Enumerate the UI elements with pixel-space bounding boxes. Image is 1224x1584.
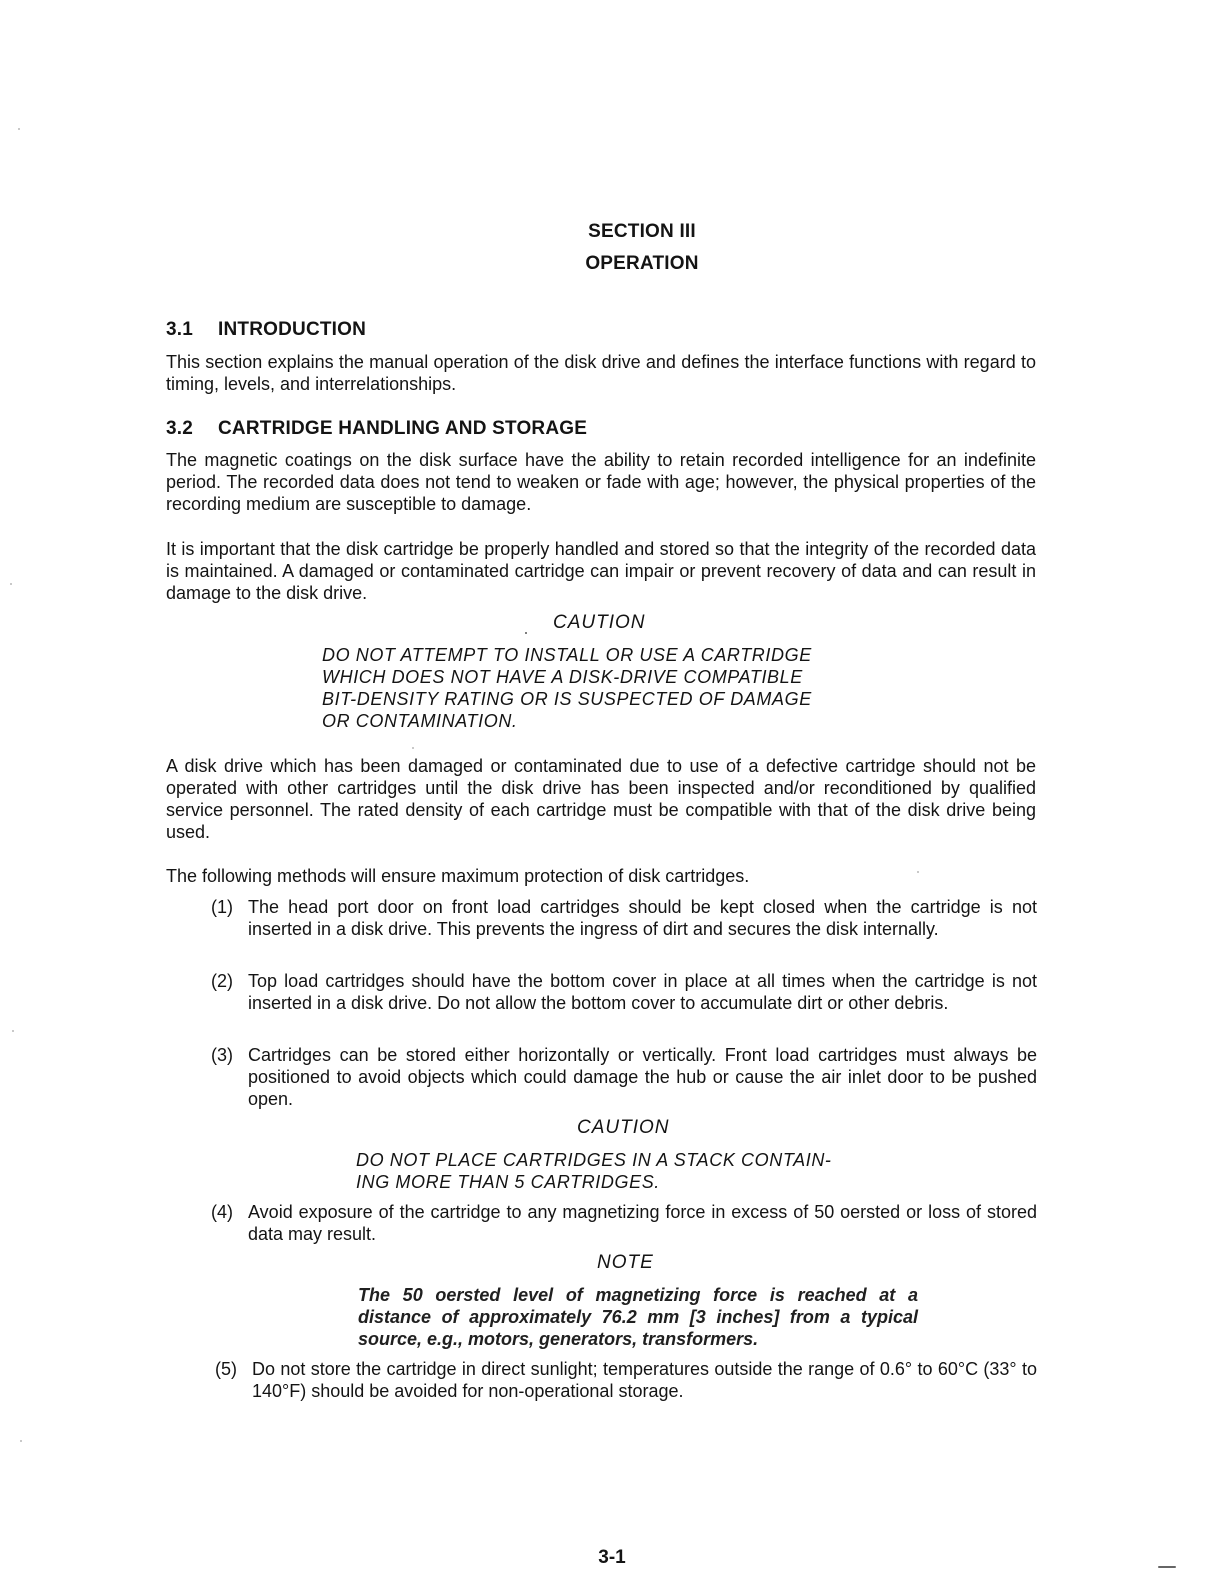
heading-cartridge-handling bbox=[166, 418, 587, 440]
caution-line: DO NOT ATTEMPT TO INSTALL OR USE A CARTRIDGE bbox=[322, 645, 812, 665]
caution-line: BIT-DENSITY RATING OR IS SUSPECTED OF DAMAGE bbox=[322, 689, 812, 709]
scan-speck bbox=[20, 1440, 22, 1442]
scan-speck bbox=[525, 632, 527, 634]
scan-speck bbox=[18, 128, 20, 130]
heading-number: 3.2 bbox=[166, 418, 194, 439]
list-marker: (3) bbox=[211, 1045, 233, 1065]
caution-text bbox=[356, 1149, 956, 1193]
list-item-text: Cartridges can be stored either horizontally or vertically. Front load cartridges must always be positioned to avoid objects which could damage the hub or cause the air inlet door to be pushed open. bbox=[248, 1045, 1037, 1109]
heading-number: 3.1 bbox=[166, 319, 194, 340]
list-marker: (1) bbox=[211, 897, 233, 917]
note-label: NOTE bbox=[597, 1252, 654, 1273]
caution-label: CAUTION bbox=[553, 612, 646, 633]
list-item-text: The head port door on front load cartridges should be kept closed when the cartridge is not inserted in a disk drive. This prevents the ingress of dirt and secures the disk internally. bbox=[248, 897, 1037, 939]
caution-label: CAUTION bbox=[577, 1117, 670, 1138]
heading-text: CARTRIDGE HANDLING AND STORAGE bbox=[218, 418, 588, 439]
scan-speck bbox=[917, 871, 919, 873]
page-number: 3-1 bbox=[598, 1547, 626, 1568]
caution-line: OR CONTAMINATION. bbox=[322, 711, 518, 731]
heading-introduction bbox=[166, 319, 366, 341]
caution-text bbox=[322, 644, 922, 732]
scan-speck bbox=[10, 583, 12, 585]
note-text: The 50 oersted level of magnetizing force is reached at a distance of approximately 76.2 mm [3 inches] from a typical source, e.g., motors, generators, transformers. bbox=[358, 1285, 918, 1349]
heading-text: INTRODUCTION bbox=[218, 319, 367, 340]
handling-paragraph-4: The following methods will ensure maximum protection of disk cartridges. bbox=[166, 866, 750, 886]
caution-line: DO NOT PLACE CARTRIDGES IN A STACK CONTAIN- bbox=[356, 1150, 832, 1170]
list-item-text: Top load cartridges should have the bottom cover in place at all times when the cartridge is not inserted in a disk drive. Do not allow the bottom cover to accumulate dirt or other debris. bbox=[248, 971, 1037, 1013]
intro-paragraph: This section explains the manual operation of the disk drive and defines the interface functions with regard to timing, levels, and interrelationships. bbox=[166, 352, 1036, 394]
handling-paragraph-2: It is important that the disk cartridge be properly handled and stored so that the integrity of the recorded data is maintained. A damaged or contaminated cartridge can impair or prevent recovery of data and can result in damage to the disk drive. bbox=[166, 539, 1036, 603]
handling-paragraph-1: The magnetic coatings on the disk surface have the ability to retain recorded intelligence for an indefinite period. The recorded data does not tend to weaken or fade with age; however, the physical properties of the recording medium are susceptible to damage. bbox=[166, 450, 1036, 514]
list-item bbox=[215, 1358, 1037, 1402]
list-item bbox=[211, 896, 1037, 940]
section-subtitle: OPERATION bbox=[585, 253, 699, 274]
section-title: SECTION III bbox=[588, 221, 696, 242]
handling-paragraph-3: A disk drive which has been damaged or contaminated due to use of a defective cartridge should not be operated with other cartridges until the disk drive has been inspected and/or reconditioned by qualified service personnel. The rated density of each cartridge must be compatible with that of the disk drive being used. bbox=[166, 756, 1036, 842]
list-marker: (4) bbox=[211, 1202, 233, 1222]
scan-speck bbox=[12, 1030, 14, 1032]
list-item bbox=[211, 1044, 1037, 1110]
list-item bbox=[211, 970, 1037, 1014]
list-item-text: Avoid exposure of the cartridge to any magnetizing force in excess of 50 oersted or loss of stored data may result. bbox=[248, 1202, 1037, 1244]
list-marker: (5) bbox=[215, 1359, 237, 1379]
caution-line: WHICH DOES NOT HAVE A DISK-DRIVE COMPATIBLE bbox=[322, 667, 803, 687]
caution-line: ING MORE THAN 5 CARTRIDGES. bbox=[356, 1172, 660, 1192]
scan-speck bbox=[1158, 1566, 1176, 1568]
list-item bbox=[211, 1201, 1037, 1245]
list-item-text: Do not store the cartridge in direct sunlight; temperatures outside the range of 0.6° to 60°C (33° to 140°F) should be avoided for non-operational storage. bbox=[252, 1359, 1037, 1401]
scan-speck bbox=[412, 747, 414, 749]
list-marker: (2) bbox=[211, 971, 233, 991]
